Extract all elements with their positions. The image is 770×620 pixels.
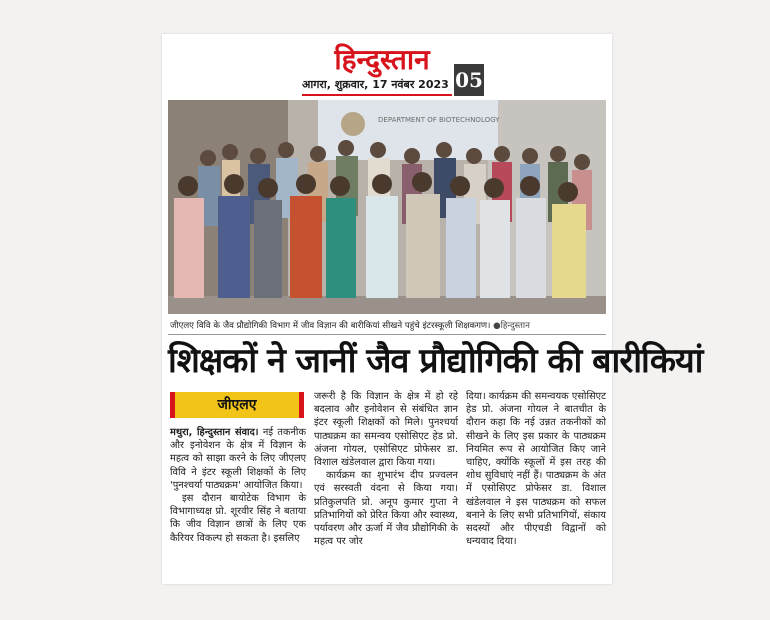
caption-rule bbox=[168, 334, 606, 335]
photo-caption bbox=[170, 320, 604, 332]
article-paragraph: दिया। कार्यक्रम की समन्वयक एसोसिएट हेड प्रो. अंजना गोयल ने बातचीत के दौरान कहा कि नई उन्नत तकनीकों को सीखने के लिए इस प्रकार के पाठ्यक्रम नियमित रूप से आयोजित किए जाने चाहिए, क्योंकि स्कूलों में इस तरह की शोध सुविधाएं नहीं हैं। पाठ्यक्रम के अंत में एसोसिएट प्रोफेसर डा. विशाल खंडेलवाल ने इस पाठ्यक्रम को सफल बनाने के लिए सभी प्रतिभागियों, संकाय सदस्यों और पीएचडी विद्वानों को धन्यवाद दिया। bbox=[466, 391, 606, 548]
photo-credit: ●हिन्दुस्तान bbox=[493, 321, 530, 331]
masthead-logo: हिन्दुस्तान bbox=[334, 43, 430, 76]
group-photo bbox=[168, 100, 606, 314]
article-paragraph: नई तकनीक और इनोवेशन के क्षेत्र में विज्ञान के महत्व को साझा करने के लिए जीएलए विवि ने इंटर स्कूली शिक्षकों के लिए 'पुनश्चर्या पाठ्यक्रम' आयोजित किया। bbox=[170, 427, 306, 491]
dateline-rule bbox=[302, 94, 452, 96]
article-paragraph: इस दौरान बायोटेक विभाग के विभागाध्यक्ष प्रो. शूरवीर सिंह ने बताया कि जीव विज्ञान छात्रों के लिए एक कैरियर विकल्प हो सकता है। इसलिए bbox=[170, 493, 306, 544]
article-paragraph: जरूरी है कि विज्ञान के क्षेत्र में हो रहे बदलाव और इनोवेशन से संबंधित ज्ञान इंटर स्कूली शिक्षकों को मिले। पुनश्चर्या पाठ्यक्रम का समन्वय एसोसिएट हेड प्रो. अंजना गोयल, एसोसिएट प्रोफेसर डा. विशाल खंडेलवाल द्वारा किया गया। bbox=[314, 391, 458, 469]
caption-text: जीएलए विवि के जैव प्रौद्योगिकी विभाग में जीव विज्ञान की बारीकियां सीखने पहुंचे इंटरस्कूली शिक्षकगण। bbox=[170, 321, 491, 331]
headline: शिक्षकों ने जानीं जैव प्रौद्योगिकी की बारीकियां bbox=[168, 341, 703, 381]
article-column-1 bbox=[170, 426, 306, 545]
newspaper-clipping bbox=[162, 34, 703, 584]
article-column-2 bbox=[314, 390, 458, 548]
edition-dateline: आगरा, शुक्रवार, 17 नवंबर 2023 bbox=[302, 78, 449, 91]
section-tag: जीएलए bbox=[170, 392, 304, 418]
projected-banner-text: DEPARTMENT OF BIOTECHNOLOGY bbox=[378, 116, 500, 124]
article-dateline: मथुरा, हिन्दुस्तान संवाद। bbox=[170, 427, 259, 438]
article-paragraph: कार्यक्रम का शुभारंभ दीप प्रज्वलन एवं सरस्वती वंदना से किया गया। प्रतिकुलपति प्रो. अनूप कुमार गुप्ता ने प्रतिभागियों को प्रेरित किया और स्वास्थ्य, पर्यावरण और ऊर्जा में जैव प्रौद्योगिकी के महत्व पर जोर bbox=[314, 470, 458, 548]
page-number: 05 bbox=[454, 64, 484, 96]
article-column-3 bbox=[466, 390, 606, 548]
